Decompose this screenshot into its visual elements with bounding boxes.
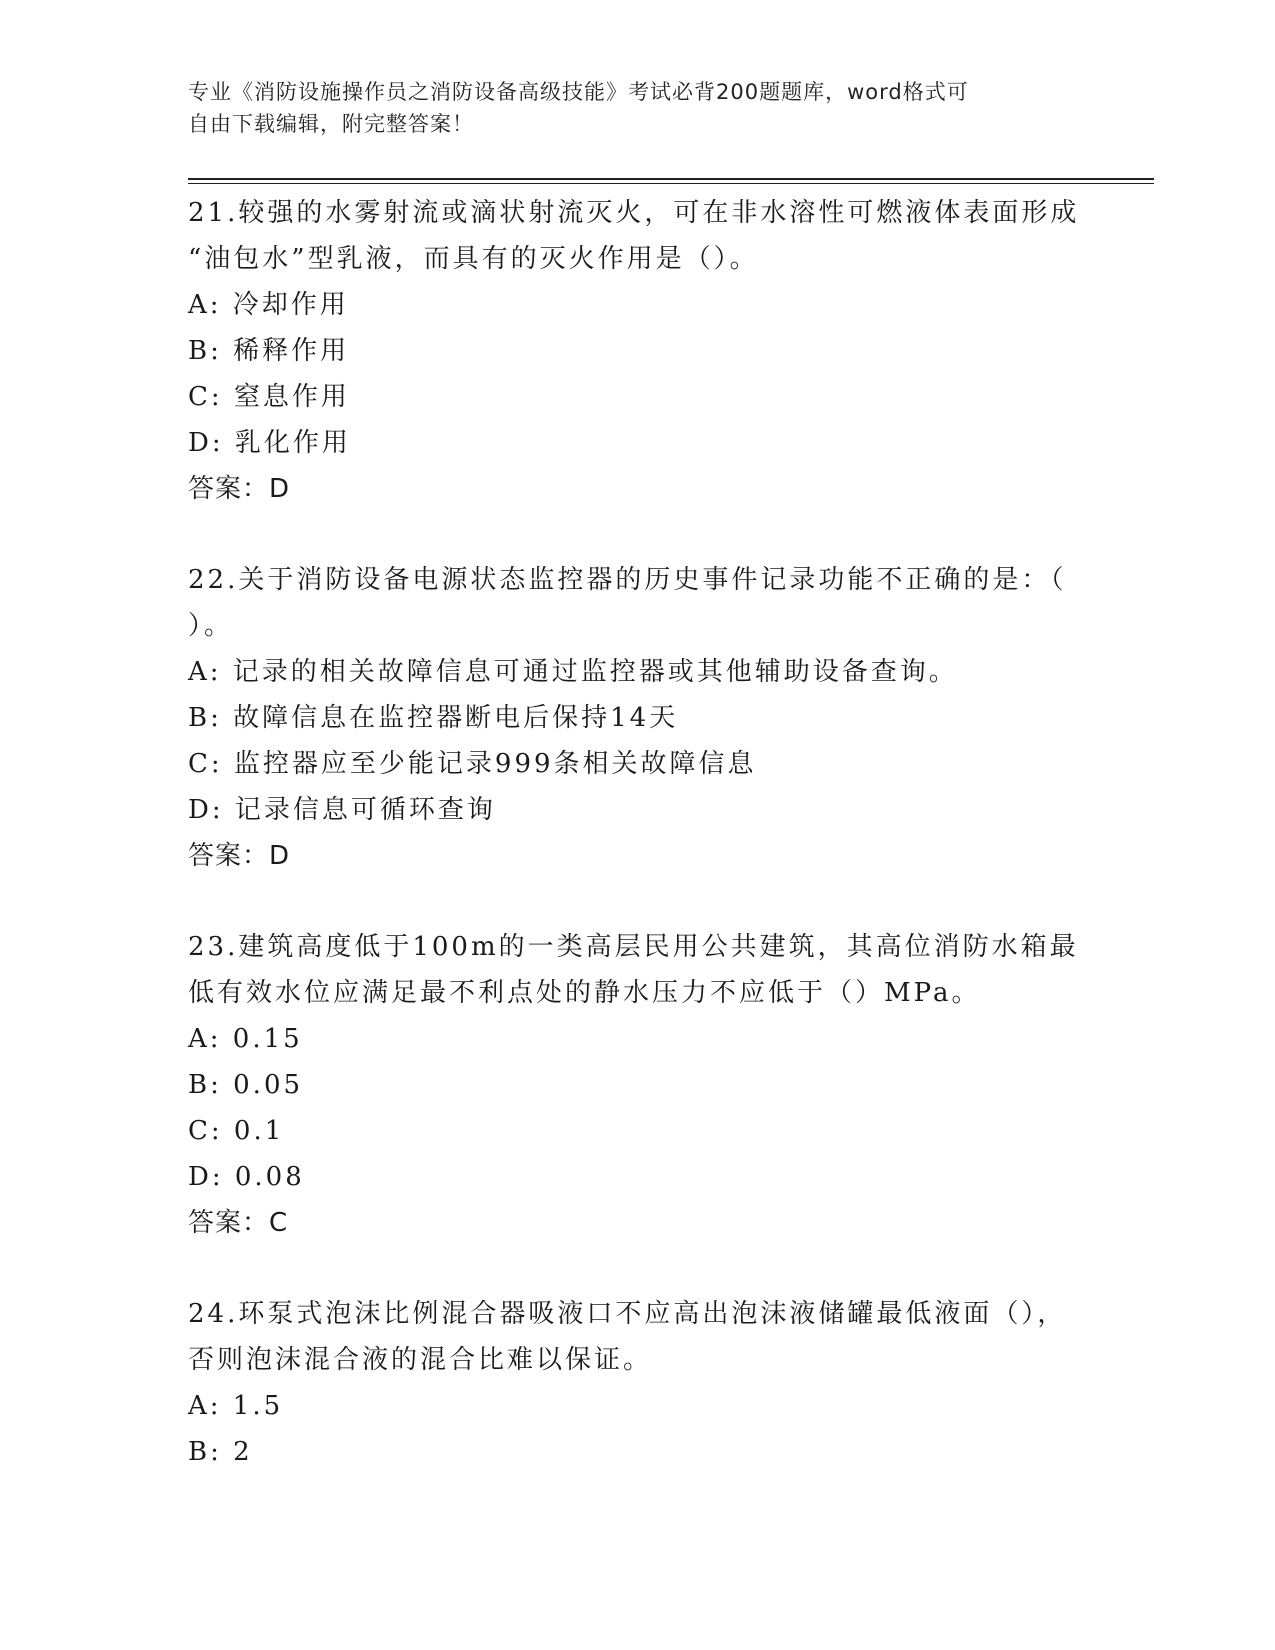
option-b: B: 2 [188,1437,253,1467]
question-21 [188,190,1108,512]
question-stem-line: 23.建筑高度低于100m的一类高层民用公共建筑，其高位消防水箱最 [188,932,1079,962]
question-23 [188,924,1108,1246]
option-a: A: 冷却作用 [188,290,349,320]
question-stem [188,190,1108,282]
question-spacer [188,1246,1108,1291]
answer-label: 答案：C [188,1208,289,1238]
option-b: B: 0.05 [188,1070,304,1100]
option-b: B: 故障信息在监控器断电后保持14天 [188,703,679,733]
header-line-1: 专业《消防设施操作员之消防设备高级技能》考试必背200题题库，word格式可 [188,80,969,104]
option-a: A: 1.5 [188,1391,284,1421]
option-list [188,1016,1108,1200]
question-spacer [188,512,1108,557]
question-stem [188,557,1108,649]
question-stem-line: ）。 [188,611,234,641]
question-stem-line: “油包水”型乳液，而具有的灭火作用是（）。 [188,244,759,274]
option-c: C: 监控器应至少能记录999条相关故障信息 [188,749,757,779]
header-line-2: 自由下载编辑，附完整答案！ [188,112,474,136]
question-stem-line: 22.关于消防设备电源状态监控器的历史事件记录功能不正确的是：（ [188,565,1067,595]
question-stem-line: 低有效水位应满足最不利点处的静水压力不应低于（）MPa。 [188,978,981,1008]
document-header [188,76,1088,140]
option-d: D: 记录信息可循环查询 [188,795,496,825]
question-stem [188,924,1108,1016]
question-stem [188,1291,1108,1383]
option-a: A: 0.15 [188,1024,303,1054]
option-d: D: 0.08 [188,1162,305,1192]
answer-label: 答案：D [188,841,291,871]
option-list [188,282,1108,466]
option-b: B: 稀释作用 [188,336,350,366]
question-stem-line: 21.较强的水雾射流或滴状射流灭火，可在非水溶性可燃液体表面形成 [188,198,1080,228]
option-list [188,649,1108,833]
question-stem-line: 24.环泵式泡沫比例混合器吸液口不应高出泡沫液储罐最低液面（）， [188,1299,1067,1329]
question-spacer [188,879,1108,924]
question-stem-line: 否则泡沫混合液的混合比难以保证。 [188,1345,653,1375]
option-c: C: 窒息作用 [188,382,350,412]
question-22 [188,557,1108,879]
option-c: C: 0.1 [188,1116,285,1146]
answer-label: 答案：D [188,474,291,504]
option-d: D: 乳化作用 [188,428,351,458]
header-divider-thin [188,183,1154,184]
question-24 [188,1291,1108,1475]
option-a: A: 记录的相关故障信息可通过监控器或其他辅助设备查询。 [188,657,958,687]
question-list [188,190,1108,1475]
header-divider-thick [188,178,1154,180]
option-list [188,1383,1108,1475]
